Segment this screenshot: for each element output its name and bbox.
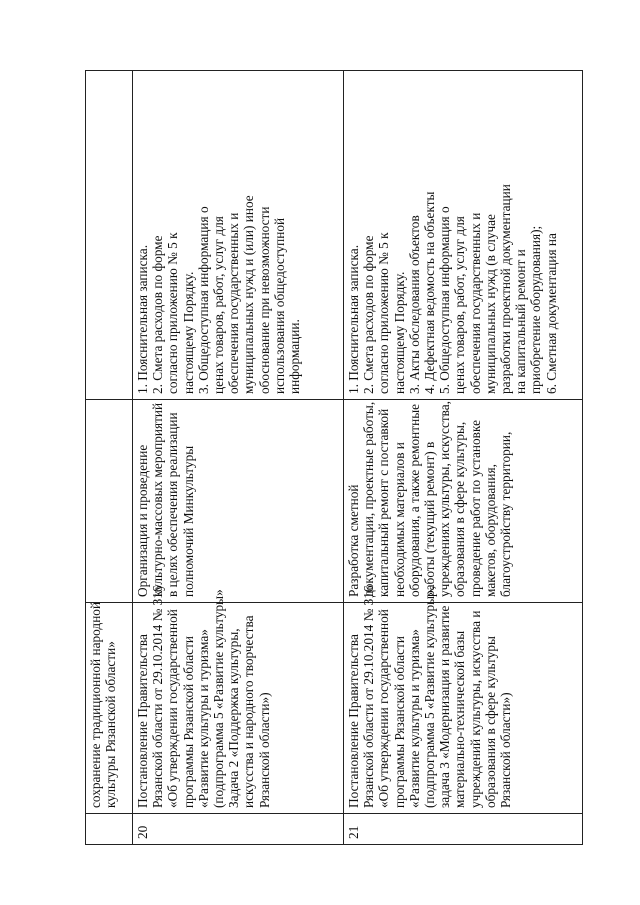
documents-line: использования общедоступной bbox=[271, 217, 287, 394]
legal-basis-line: учреждений культуры, искусства и bbox=[467, 610, 483, 808]
activity-line: благоустройству территории, bbox=[498, 431, 514, 597]
documents-line: настоящему Порядку. bbox=[180, 271, 196, 394]
documents-line: приобретение оборудования); bbox=[528, 225, 544, 394]
activity-line: проведение работ по установке bbox=[467, 420, 483, 597]
activity-line: капитальный ремонт с поставкой bbox=[376, 408, 392, 597]
rotated-document-sheet bbox=[85, 70, 583, 845]
documents-line: 3. Акты обследования объектов bbox=[406, 215, 422, 394]
row-number-cell: 20 bbox=[133, 814, 344, 845]
documents-line: 6. Сметная документация на bbox=[543, 233, 559, 394]
documents-line: обоснование при невозможности bbox=[256, 206, 272, 394]
activity-cell bbox=[86, 400, 133, 603]
table-row-continuation bbox=[86, 71, 133, 845]
activity-line: документации, проектные работы, bbox=[361, 401, 377, 597]
legal-basis-line: искусства и народного творчества bbox=[241, 615, 257, 808]
documents-line: 1. Пояснительная записка. bbox=[135, 244, 150, 394]
legal-basis-line: Постановление Правительства bbox=[135, 634, 150, 808]
legal-basis-line: «Развитие культуры и туризма» bbox=[406, 629, 422, 808]
documents-line: 2. Смета расходов по форме bbox=[150, 235, 166, 394]
legal-basis-line: культуры Рязанской области» bbox=[103, 641, 119, 808]
legal-basis-line: «Об утверждении государственной bbox=[376, 609, 392, 808]
documents-line: информации. bbox=[287, 319, 303, 394]
legal-basis-line: сохранение традиционной народной bbox=[88, 601, 103, 808]
activity-line: необходимых материалов и bbox=[391, 442, 407, 597]
activity-cell bbox=[133, 400, 344, 603]
activity-line: культурно-массовых мероприятий bbox=[150, 402, 166, 597]
documents-cell bbox=[344, 71, 583, 400]
documents-line: обеспечения государственных и bbox=[226, 212, 242, 394]
legal-basis-line: программы Рязанской области bbox=[180, 635, 196, 808]
activity-line: полномочий Минкультуры bbox=[180, 445, 196, 597]
legal-basis-line: образования в сфере культуры bbox=[482, 636, 498, 808]
legal-basis-cell bbox=[133, 585, 344, 814]
documents-line: 4. Дефектная ведомость на объекты bbox=[422, 191, 438, 394]
documents-line: обеспечения государственных и bbox=[467, 212, 483, 394]
documents-line: 1. Пояснительная записка. bbox=[346, 244, 361, 394]
activity-line: оборудования, а также ремонтные bbox=[406, 403, 422, 597]
documents-line: ценах товаров, работ, услуг для bbox=[211, 216, 227, 394]
table-row-21 bbox=[344, 71, 583, 845]
documents-line: согласно приложению № 5 к bbox=[165, 232, 181, 394]
legal-basis-line: (подпрограмма 5 «Развитие культуры» bbox=[211, 589, 227, 808]
activity-line: работы (текущий ремонт) в bbox=[422, 441, 438, 597]
legal-basis-line: Рязанской области») bbox=[498, 692, 514, 808]
documents-line: 3. Общедоступная информация о bbox=[195, 206, 211, 394]
legal-basis-line: Рязанской области») bbox=[256, 692, 272, 808]
document-table bbox=[85, 70, 583, 845]
activity-cell bbox=[344, 400, 583, 603]
activity-line: в целях обеспечения реализации bbox=[165, 412, 181, 597]
legal-basis-line: (подпрограмма 5 «Развитие культуры», bbox=[422, 585, 438, 808]
row-number-cell: 21 bbox=[344, 814, 583, 845]
documents-line: настоящему Порядку. bbox=[391, 271, 407, 394]
documents-line: 2. Смета расходов по форме bbox=[361, 235, 377, 394]
activity-line: Разработка сметной bbox=[346, 484, 361, 597]
documents-line: ценах товаров, работ, услуг для bbox=[452, 216, 468, 394]
legal-basis-line: материально-технической базы bbox=[452, 630, 468, 808]
row-number-cell bbox=[86, 814, 133, 845]
documents-cell bbox=[133, 71, 344, 400]
legal-basis-line: Задача 2 «Поддержка культуры, bbox=[226, 628, 242, 808]
legal-basis-line: «Развитие культуры и туризма» bbox=[195, 629, 211, 808]
activity-line: макетов, оборудования, bbox=[482, 464, 498, 597]
legal-basis-cell bbox=[86, 603, 133, 814]
documents-line: на капитальный ремонт и bbox=[513, 249, 529, 394]
legal-basis-line: программы Рязанской области bbox=[391, 635, 407, 808]
legal-basis-line: Рязанской области от 29.10.2014 № 316 bbox=[150, 585, 166, 808]
legal-basis-line: Рязанской области от 29.10.2014 № 316 bbox=[361, 585, 377, 808]
legal-basis-cell bbox=[344, 585, 583, 814]
documents-cell bbox=[86, 71, 133, 400]
documents-line: муниципальных нужд и (или) иное bbox=[241, 195, 257, 394]
documents-line: муниципальных нужд (в случае bbox=[482, 214, 498, 394]
activity-line: учреждениях культуры, искусства, bbox=[437, 401, 453, 597]
activity-line: Организация и проведение bbox=[135, 444, 150, 597]
table-row-20 bbox=[133, 71, 344, 845]
documents-line: согласно приложению № 5 к bbox=[376, 232, 392, 394]
legal-basis-line: «Об утверждении государственной bbox=[165, 609, 181, 808]
legal-basis-line: Постановление Правительства bbox=[346, 634, 361, 808]
activity-line: образования в сфере культуры, bbox=[452, 421, 468, 597]
documents-line: разработки проектной документации bbox=[498, 184, 514, 394]
documents-line: 5. Общедоступная информация о bbox=[437, 206, 453, 394]
legal-basis-line: задача 3 «Модернизация и развитие bbox=[437, 605, 453, 808]
